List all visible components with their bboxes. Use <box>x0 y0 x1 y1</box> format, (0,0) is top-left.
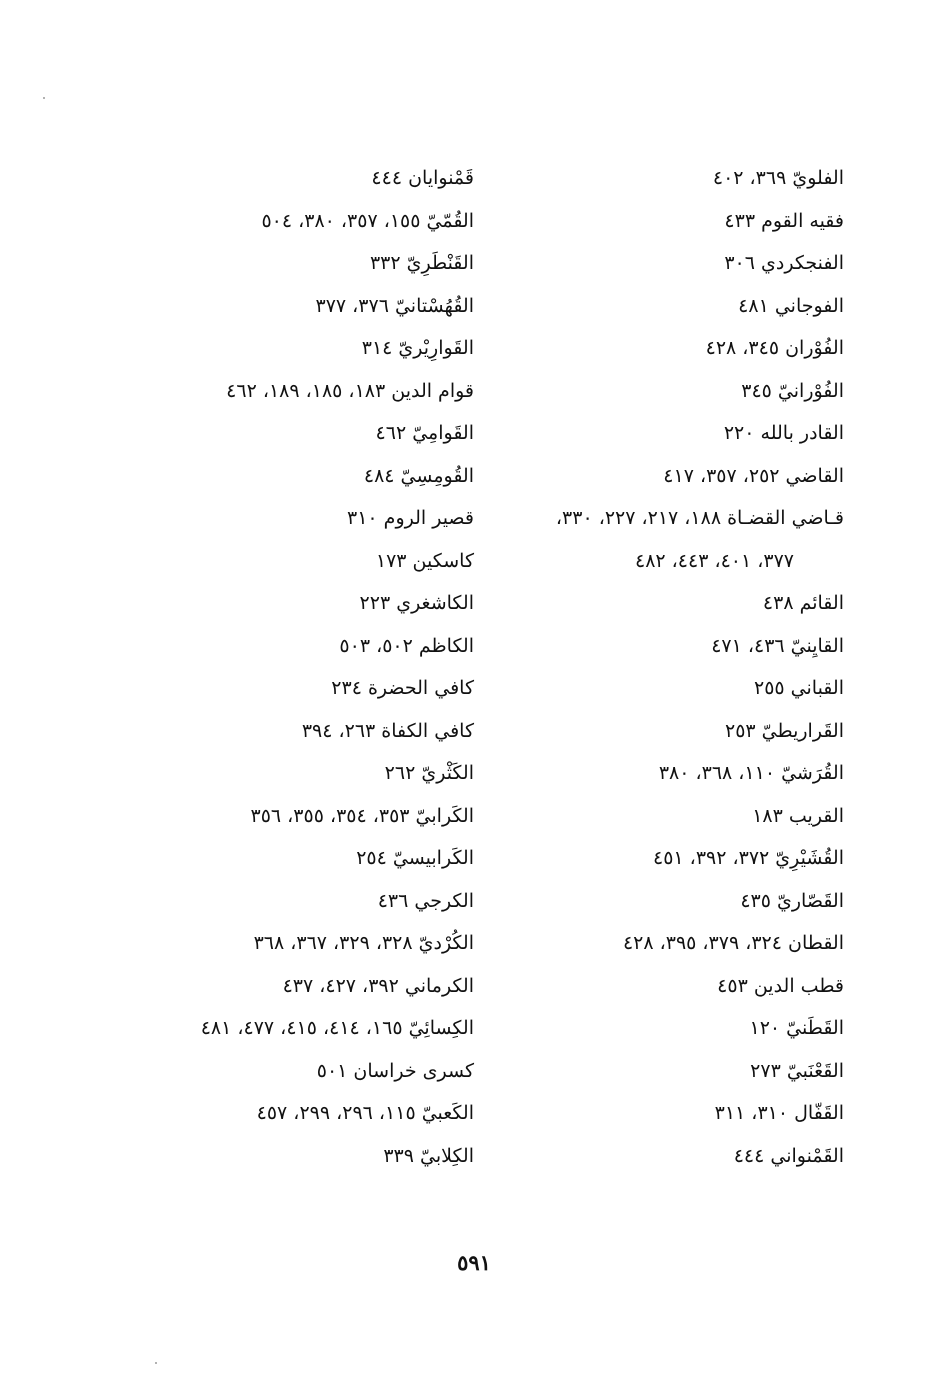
index-column-left <box>144 157 474 1177</box>
index-entry: القَصّاريّ ٤٣٥ <box>740 889 844 912</box>
index-entry: القباني ٢٥٥ <box>754 677 844 699</box>
index-entry: القريب ١٨٣ <box>752 804 844 827</box>
index-entry: الكرجي ٤٣٦ <box>377 889 474 912</box>
index-entry: الفنجكردي ٣٠٦ <box>724 252 844 274</box>
index-entry: الكُرْديّ ٣٢٨، ٣٢٩، ٣٦٧، ٣٦٨ <box>253 932 474 954</box>
index-entry: قـاضي القضـاة ١٨٨، ٢١٧، ٢٢٧، ٣٣٠، <box>555 507 844 529</box>
index-entry: قصير الروم ٣١٠ <box>347 507 474 529</box>
index-entry: القَنْطَرِيّ ٣٣٢ <box>369 252 474 274</box>
index-entry: كاسكين ١٧٣ <box>375 549 474 572</box>
index-entry: الكِلابيّ ٣٣٩ <box>383 1144 474 1167</box>
index-entry-continuation: ٣٧٧، ٤٠١، ٤٤٣، ٤٨٢ <box>634 549 794 572</box>
index-entry: القطان ٣٢٤، ٣٧٩، ٣٩٥، ٤٢٨ <box>622 932 844 954</box>
index-entry: القُهُسْتانيّ ٣٧٦، ٣٧٧ <box>315 294 474 317</box>
index-entry: القُرَشيّ ١١٠، ٣٦٨، ٣٨٠ <box>658 762 844 784</box>
index-entry: القَوامِيّ ٤٦٢ <box>375 422 474 444</box>
index-entry: الفُوْران ٣٤٥، ٤٢٨ <box>705 337 844 359</box>
index-entry: القَفّال ٣١٠، ٣١١ <box>714 1102 844 1124</box>
index-entry: القُمّيّ ١٥٥، ٣٥٧، ٣٨٠، ٥٠٤ <box>261 209 474 232</box>
index-entry: الكَرابيسيّ ٢٥٤ <box>356 847 474 869</box>
index-entry: الفوجاني ٤٨١ <box>738 294 844 317</box>
index-entry: القَعْنَبيّ ٢٧٣ <box>750 1059 844 1082</box>
index-entry: قوام الدين ١٨٣، ١٨٥، ١٨٩، ٤٦٢ <box>226 379 474 402</box>
index-entry: القَطَنيّ ١٢٠ <box>749 1017 844 1039</box>
print-speck <box>43 97 45 99</box>
index-entry: الفُوْرانيّ ٣٤٥ <box>741 379 844 402</box>
index-entry: القَوارِيْريّ ٣١٤ <box>361 337 474 359</box>
index-entry: فقيه القوم ٤٣٣ <box>724 209 844 232</box>
index-entry: القَمْنواني ٤٤٤ <box>733 1144 844 1167</box>
index-entry: القَراريطيّ ٢٥٣ <box>725 719 844 742</box>
index-entry: كافي الحضرة ٢٣٤ <box>331 677 474 699</box>
index-entry: القائم ٤٣٨ <box>762 592 844 614</box>
index-entry: القُشَيْرِيّ ٣٧٢، ٣٩٢، ٤٥١ <box>653 847 844 869</box>
index-entry: القايِنيّ ٤٣٦، ٤٧١ <box>711 634 844 657</box>
index-column-right <box>484 157 844 1177</box>
index-entry: الكاشغري ٢٢٣ <box>359 592 474 614</box>
index-entry: قَمْنوايان ٤٤٤ <box>371 167 474 189</box>
print-speck <box>155 1362 157 1364</box>
index-entry: الكاظم ٥٠٢، ٥٠٣ <box>339 634 474 657</box>
index-entry: قطب الدين ٤٥٣ <box>717 974 844 997</box>
index-entry: القاضي ٢٥٢، ٣٥٧، ٤١٧ <box>663 464 844 487</box>
index-entry: الكَعبيّ ١١٥، ٢٩٦، ٢٩٩، ٤٥٧ <box>256 1102 474 1124</box>
index-entry: الكرماني ٣٩٢، ٤٢٧، ٤٣٧ <box>282 974 474 997</box>
index-entry: القادر بالله ٢٢٠ <box>723 422 844 444</box>
index-entry: القُومِسِيّ ٤٨٤ <box>363 464 474 487</box>
index-entry: الفلويّ ٣٦٩، ٤٠٢ <box>712 167 844 189</box>
index-entry: كافي الكفاة ٢٦٣، ٣٩٤ <box>301 719 474 742</box>
index-entry: الكَثْريّ ٢٦٢ <box>384 762 474 784</box>
index-entry: الكِسائِيّ ١٦٥، ٤١٤، ٤١٥، ٤٧٧، ٤٨١ <box>200 1017 474 1039</box>
page-number: ٥٩١ <box>457 1250 491 1275</box>
index-entry: الكَرابيّ ٣٥٣، ٣٥٤، ٣٥٥، ٣٥٦ <box>250 804 474 827</box>
index-entry: كسرى خراسان ٥٠١ <box>316 1059 474 1082</box>
